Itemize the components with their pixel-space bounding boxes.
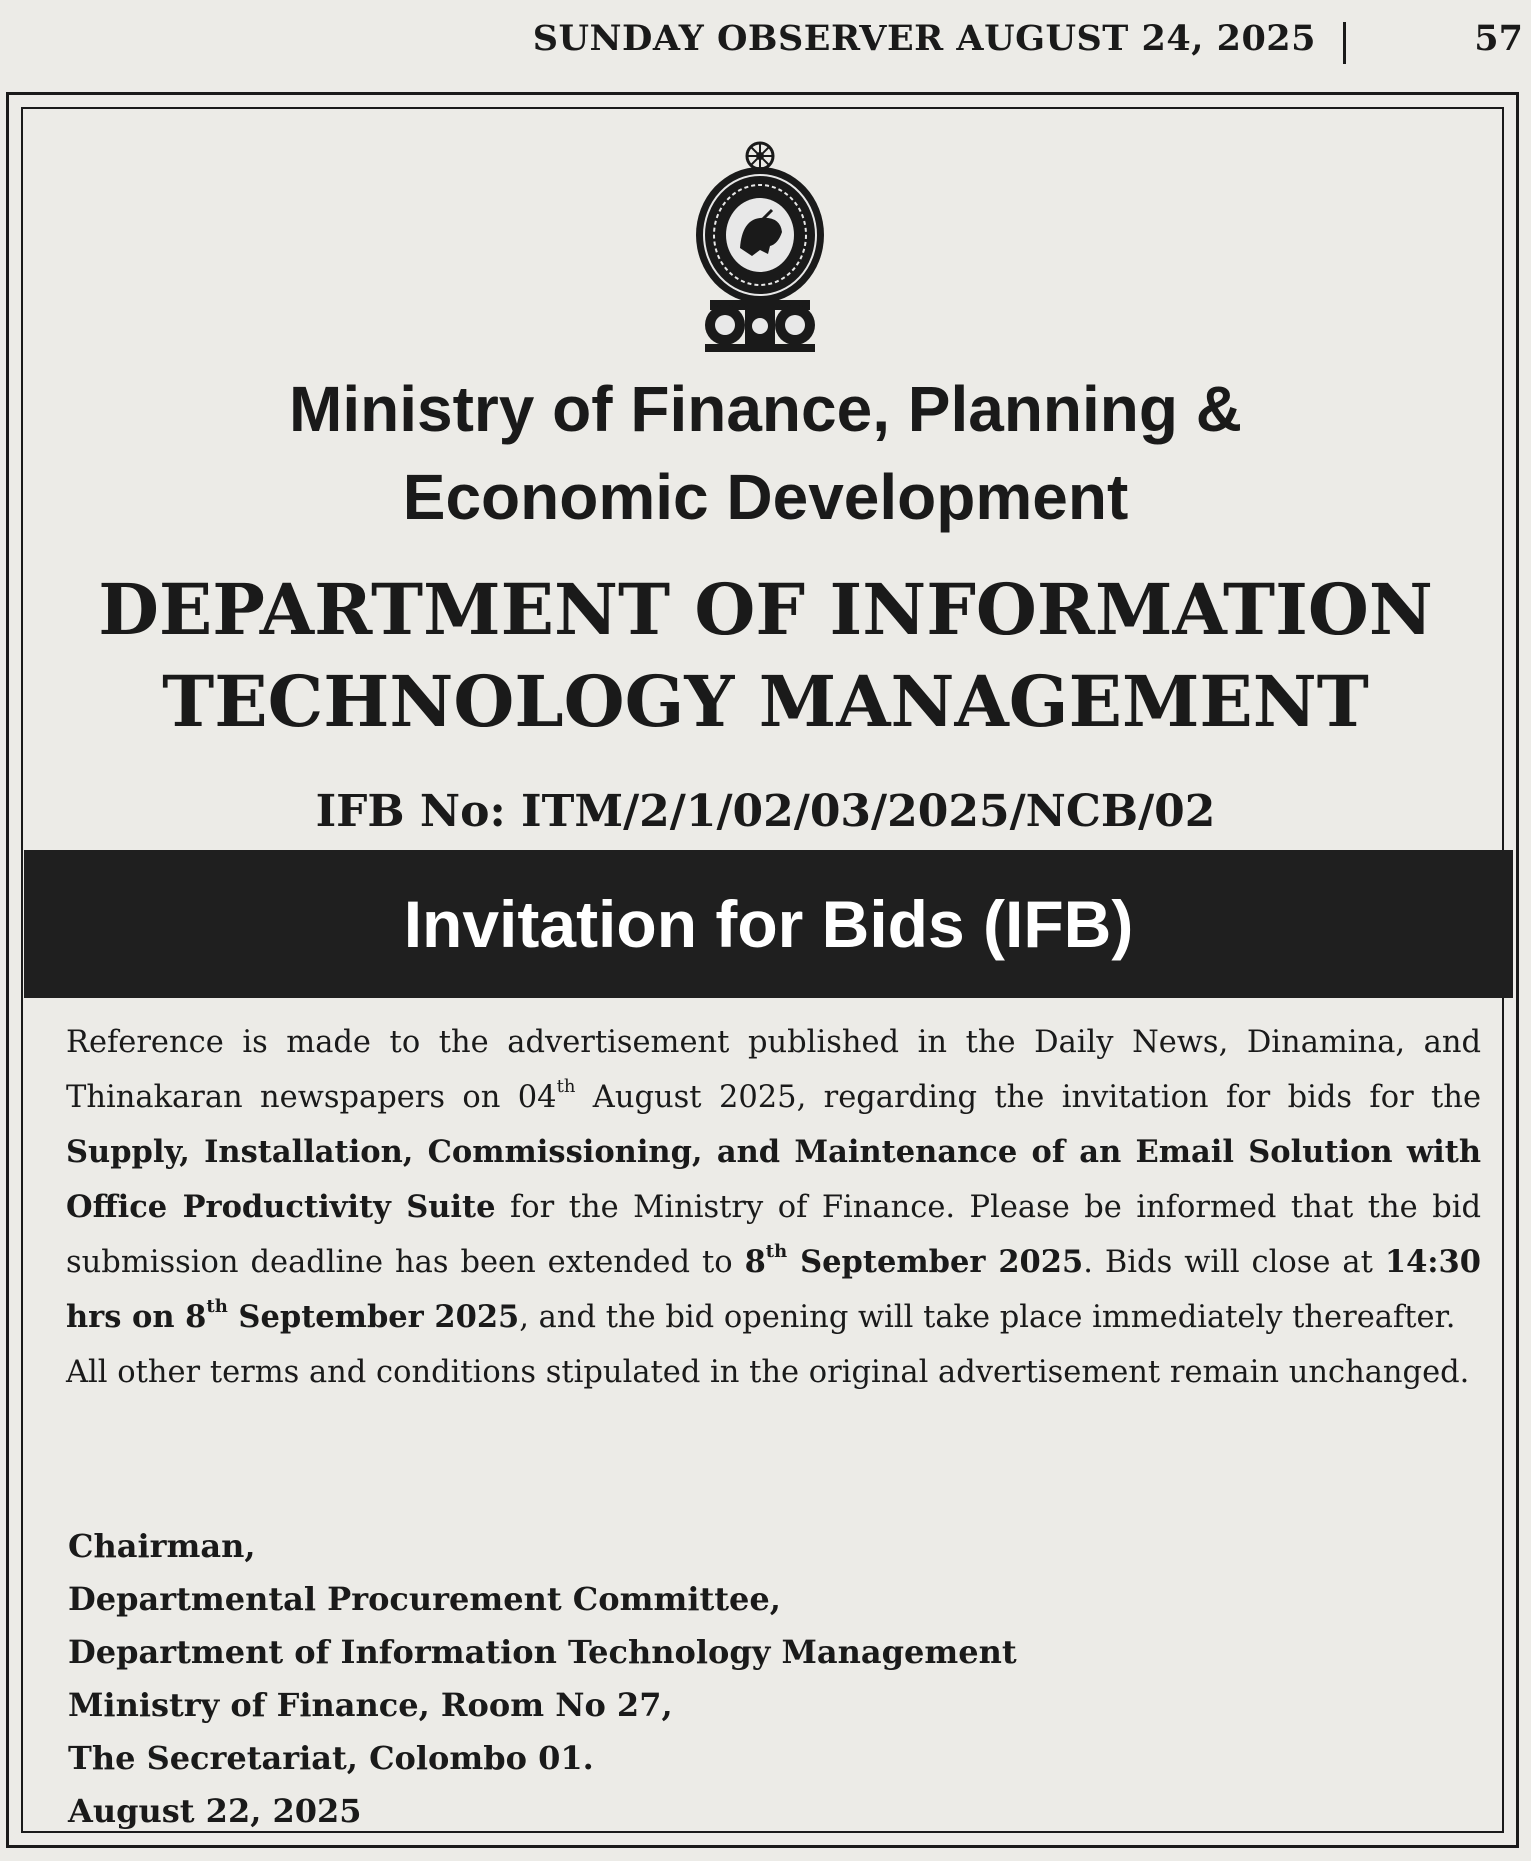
notice-paragraph-2: All other terms and conditions stipulated in the original advertisement remain unchanged. xyxy=(66,1355,1470,1390)
signatory-address-line-1: Ministry of Finance, Room No 27, xyxy=(68,1686,673,1724)
closing-time-day: 14:30 hrs on 8 xyxy=(66,1244,1481,1335)
signatory-committee: Departmental Procurement Committee, xyxy=(68,1580,781,1618)
ministry-title-line-2: Economic Development xyxy=(402,461,1129,533)
signature-date: August 22, 2025 xyxy=(68,1792,362,1830)
body-text-segment: Reference is made to the advertisement published in the Daily News, Dinamina, and Thinakaran newspapers on 04 xyxy=(66,1025,1481,1115)
masthead xyxy=(0,10,1531,80)
deadline-month-year: September 2025 xyxy=(787,1244,1084,1280)
department-title-line-2: TECHNOLOGY MANAGEMENT xyxy=(162,660,1369,743)
closing-month-year: September 2025 xyxy=(227,1299,520,1335)
ordinal-suffix: th xyxy=(206,1295,228,1317)
procurement-subject: Supply, Installation, Commissioning, and Maintenance of an Email Solution with Office Productivity Suite xyxy=(66,1134,1481,1225)
body-text-segment: . Bids will close at xyxy=(1083,1245,1385,1280)
notice-paragraph-1 xyxy=(66,1015,1481,1345)
body-text-segment: August 2025, regarding the invitation for bids for the xyxy=(575,1080,1481,1115)
masthead-divider xyxy=(1343,22,1346,64)
ifb-number: IFB No: ITM/2/1/02/03/2025/NCB/02 xyxy=(315,786,1216,837)
ministry-title-line-1: Ministry of Finance, Planning & xyxy=(289,373,1242,445)
notice-body xyxy=(66,1015,1481,1400)
body-text-segment: for the Ministry of Finance. Please be informed that the bid submission deadline has been extended to xyxy=(66,1190,1481,1280)
ordinal-suffix: th xyxy=(765,1240,788,1262)
department-title-line-1: DEPARTMENT OF INFORMATION xyxy=(98,568,1433,651)
body-text-segment: , and the bid opening will take place immediately thereafter. xyxy=(519,1300,1456,1335)
signatory-title: Chairman, xyxy=(68,1527,256,1565)
deadline-day: 8 xyxy=(744,1244,766,1280)
ordinal-suffix: th xyxy=(556,1075,576,1097)
page-number: 57 xyxy=(1474,18,1523,59)
extended-deadline xyxy=(744,1240,1084,1280)
banner-title: Invitation for Bids (IFB) xyxy=(403,887,1134,961)
ifb-banner xyxy=(24,850,1513,998)
signature-block xyxy=(68,1520,1017,1838)
sri-lanka-emblem-icon xyxy=(690,140,830,355)
signatory-address-line-2: The Secretariat, Colombo 01. xyxy=(68,1739,594,1777)
newspaper-date-line: SUNDAY OBSERVER AUGUST 24, 2025 xyxy=(532,18,1316,59)
signatory-department: Department of Information Technology Management xyxy=(68,1633,1017,1671)
